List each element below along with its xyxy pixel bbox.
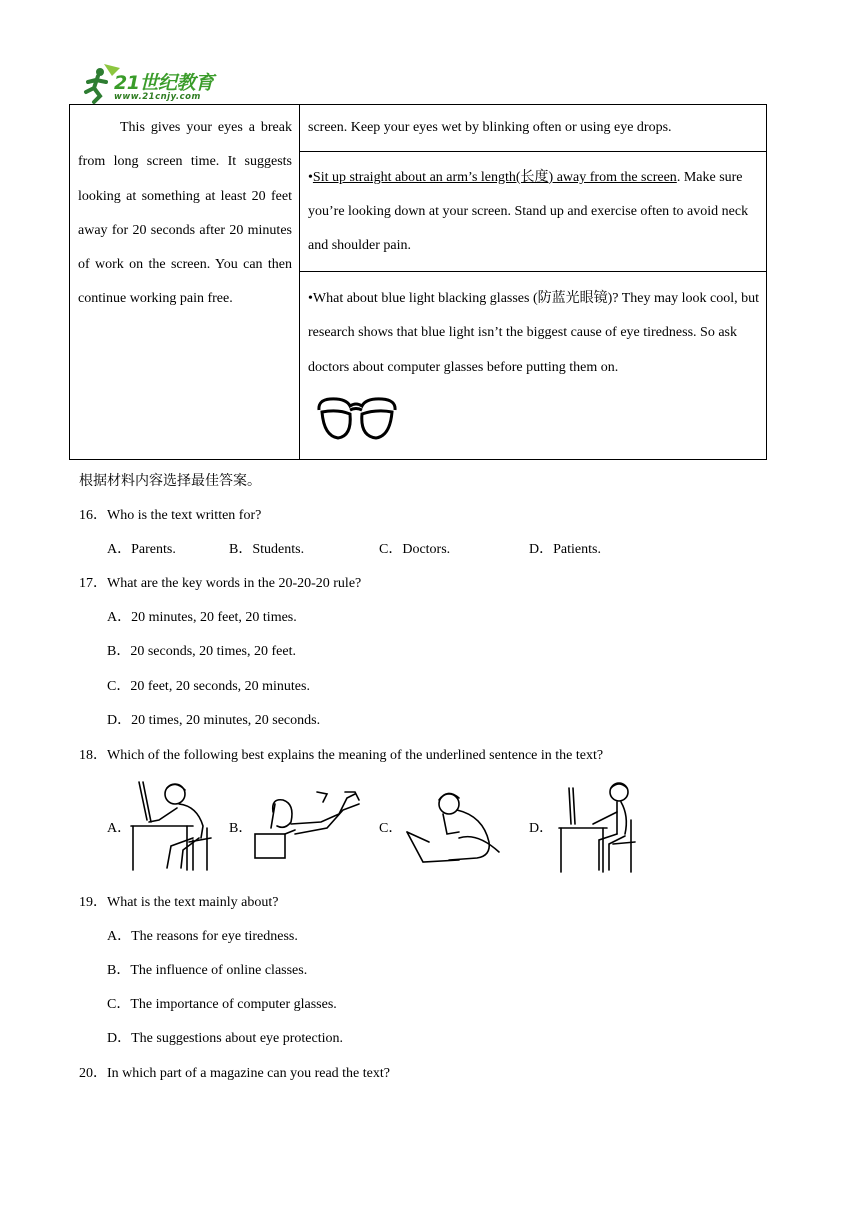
logo-21cnjy xyxy=(80,62,250,106)
underlined-sentence: Sit up straight about an arm’s length(长度) away from the screen xyxy=(312,170,677,185)
option-18-b: B． xyxy=(229,821,253,836)
logo-url-text: www.21cnjy.com xyxy=(114,92,201,102)
option-19-c: C．The importance of computer glasses. xyxy=(107,997,337,1012)
right-cell-posture xyxy=(308,161,758,263)
option-19-a: A．The reasons for eye tiredness. xyxy=(107,929,298,944)
option-17-b: B．20 seconds, 20 times, 20 feet. xyxy=(107,644,296,659)
option-16-a: A．Parents. xyxy=(107,542,176,557)
option-d-illustration xyxy=(557,778,639,874)
option-c-illustration xyxy=(403,786,503,866)
option-18-c: C． xyxy=(379,821,403,836)
question-19: 19．What is the text mainly about? xyxy=(79,895,279,910)
question-20: 20．In which part of a magazine can you read the text? xyxy=(79,1066,390,1081)
right-cell-glasses: •What about blue light blacking glasses (防蓝光眼镜)? They may look cool, but research shows that blue light isn’t the biggest cause of eye tiredness. So ask doctors about computer glasses before putting them on. xyxy=(308,291,760,375)
option-18-a: A． xyxy=(107,821,132,836)
option-16-d: D．Patients. xyxy=(529,542,601,557)
glasses-illustration xyxy=(316,392,398,444)
posture-rest-text: . Make sure you’re looking down at your screen. Stand up and exercise often to avoid neck and shoulder pain. xyxy=(308,170,749,253)
left-cell-text: This gives your eyes a break from long screen time. It suggests looking at something at least 20 feet away for 20 seconds after 20 minutes of work on the screen. You can then continue working pain free. xyxy=(78,120,292,307)
bullet: • xyxy=(308,170,313,185)
question-18: 18．Which of the following best explains the meaning of the underlined sentence in the text? xyxy=(79,748,604,763)
instruction: 根据材料内容选择最佳答案。 xyxy=(79,474,261,489)
logo-brand-text: 21世纪教育 xyxy=(114,72,214,94)
table-row-divider xyxy=(300,271,766,272)
option-b-illustration xyxy=(251,784,366,864)
question-16: 16．Who is the text written for? xyxy=(79,508,262,523)
option-17-c: C．20 feet, 20 seconds, 20 minutes. xyxy=(107,679,310,694)
question-17: 17．What are the key words in the 20-20-20 rule? xyxy=(79,576,362,591)
option-17-d: D．20 times, 20 minutes, 20 seconds. xyxy=(107,713,321,728)
reading-table xyxy=(69,104,767,460)
table-row-divider xyxy=(300,151,766,152)
option-19-d: D．The suggestions about eye protection. xyxy=(107,1031,344,1046)
option-a-illustration xyxy=(127,776,222,872)
option-19-b: B．The influence of online classes. xyxy=(107,963,308,978)
option-16-b: B．Students. xyxy=(229,542,305,557)
table-column-divider xyxy=(299,105,300,459)
option-16-c: C．Doctors. xyxy=(379,542,451,557)
option-18-d: D． xyxy=(529,821,554,836)
option-17-a: A．20 minutes, 20 feet, 20 times. xyxy=(107,610,297,625)
right-cell-eye-drops: screen. Keep your eyes wet by blinking often or using eye drops. xyxy=(308,120,672,135)
